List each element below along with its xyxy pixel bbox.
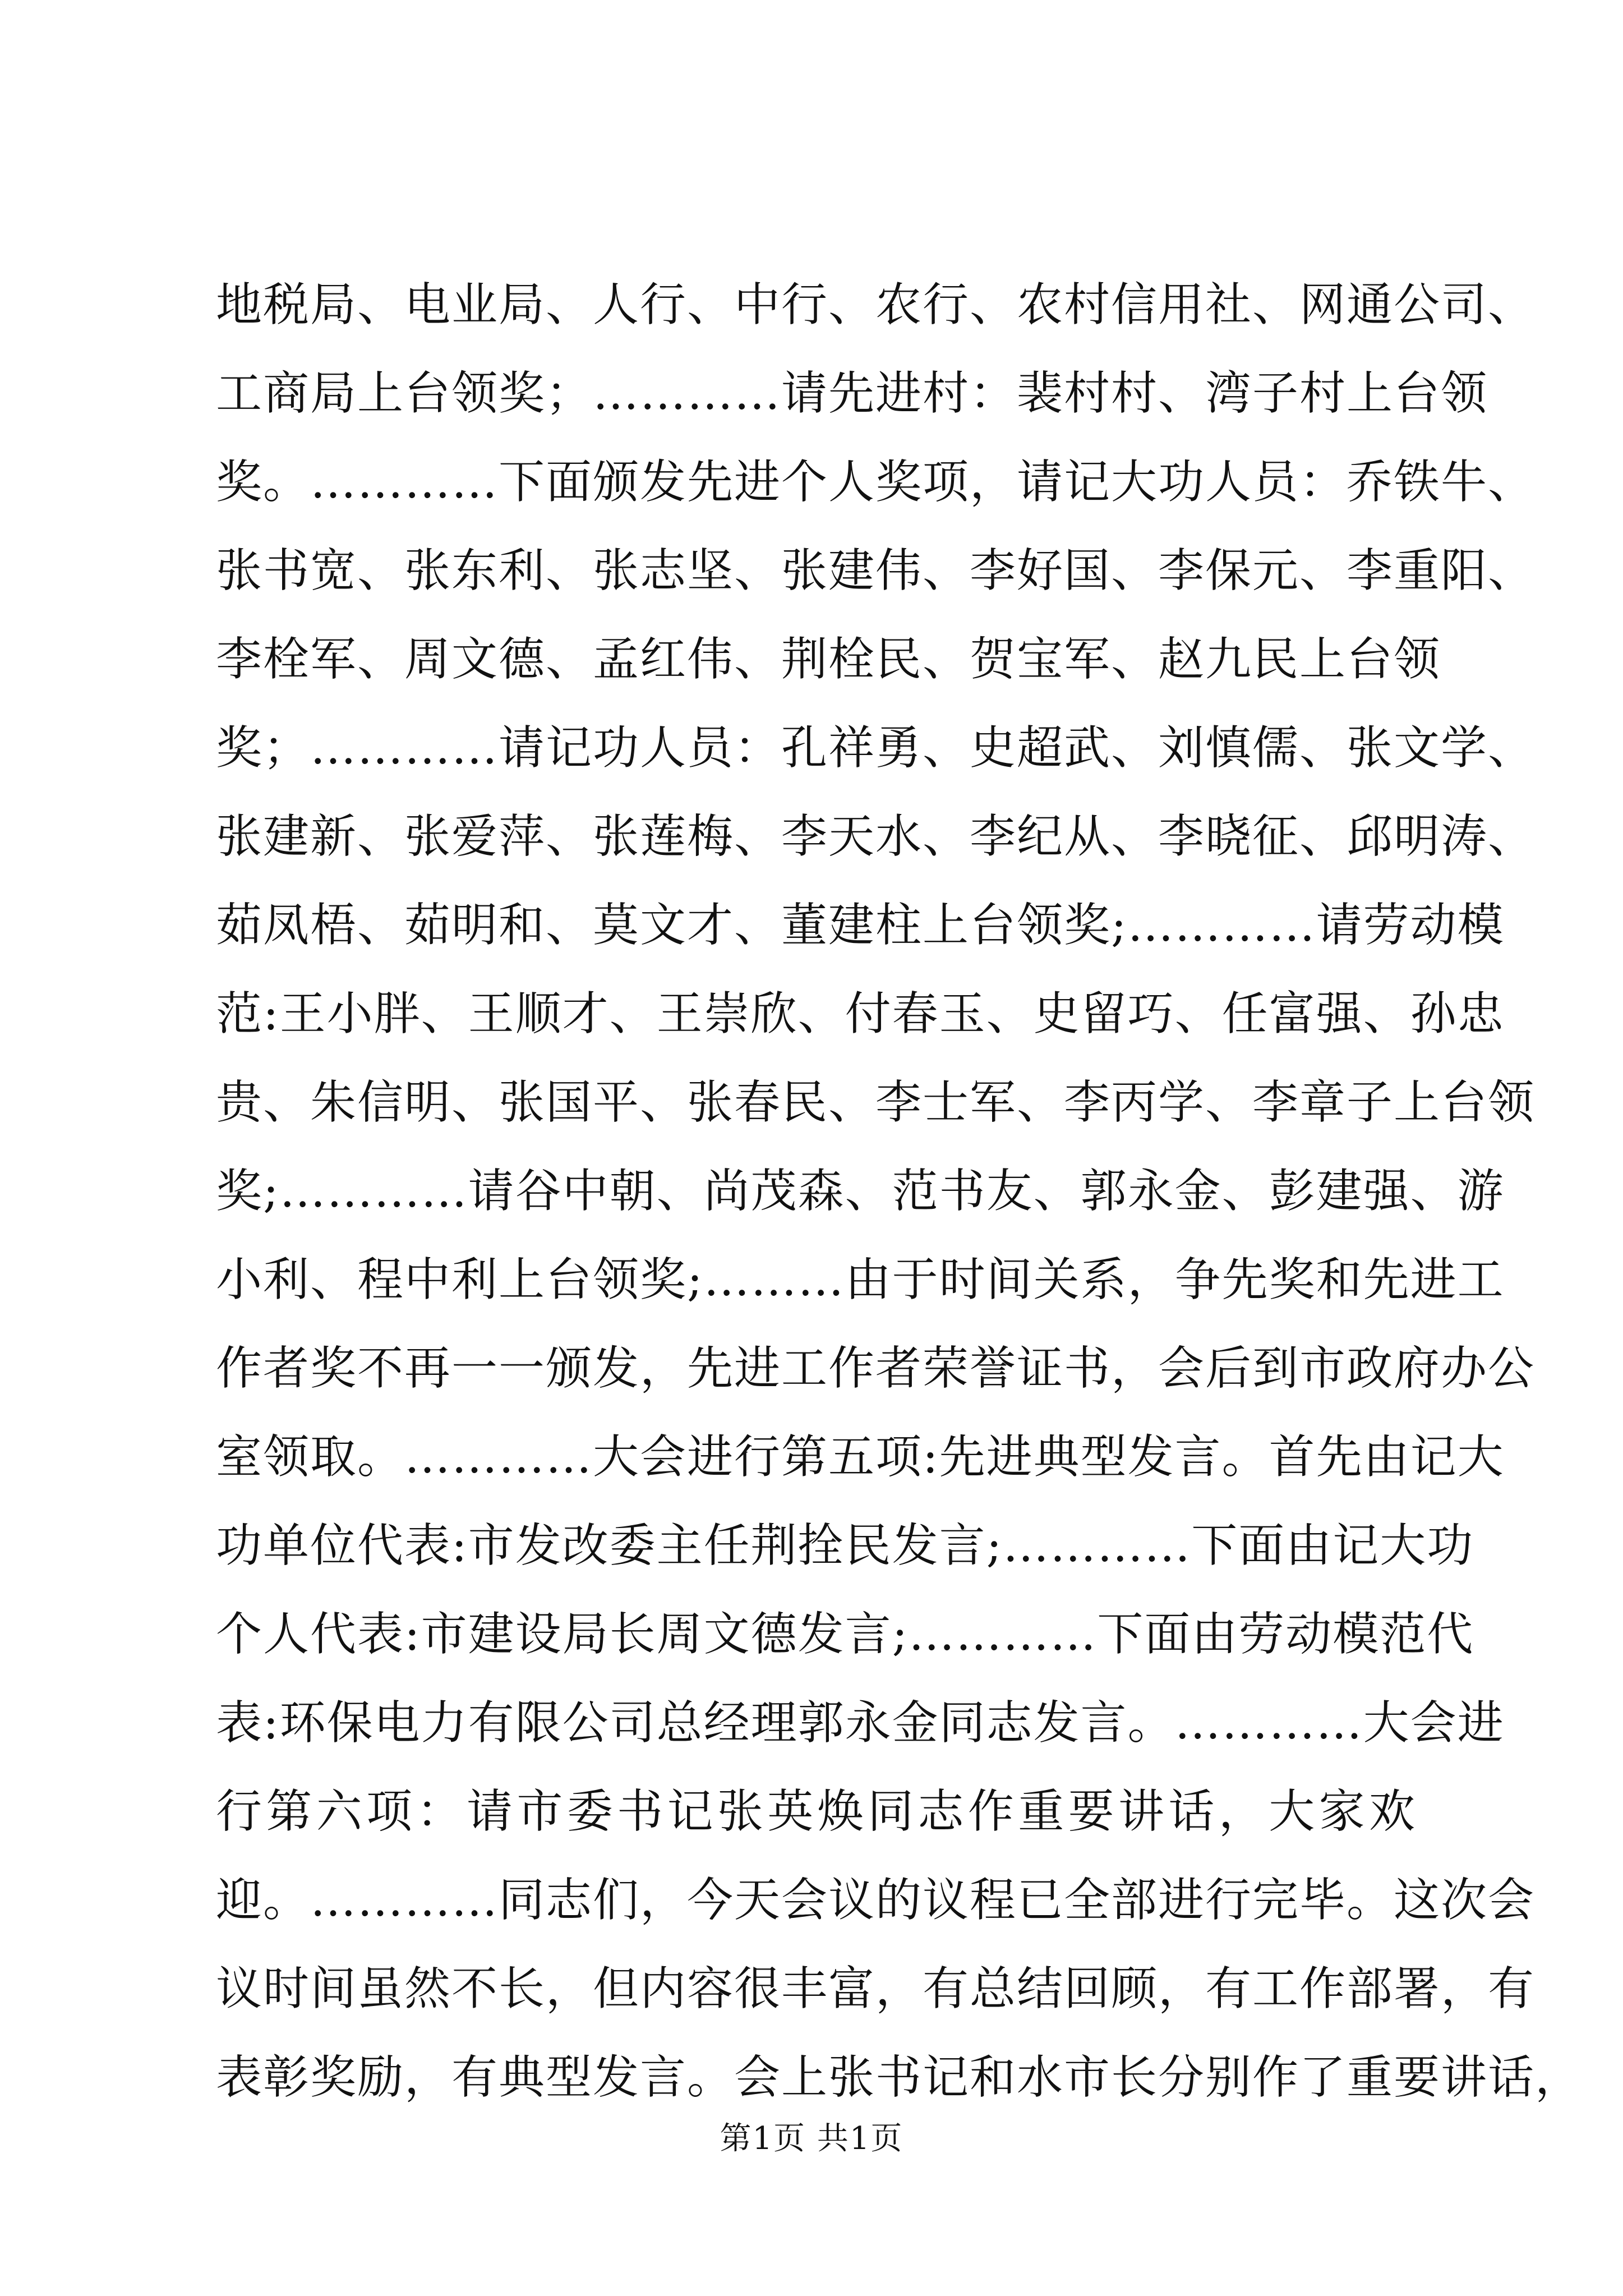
text-line: 迎。…………同志们，今天会议的议程已全部进行完毕。这次会 — [216, 1874, 1536, 1927]
page-number: 第1页 共1页 — [720, 2120, 903, 2157]
text-line: 室领取。…………大会进行第五项:先进典型发言。首先由记大 — [216, 1430, 1505, 1484]
text-line: 作者奖不再一一颁发，先进工作者荣誉证书，会后到市政府办公 — [216, 1342, 1536, 1395]
text-line: 议时间虽然不长，但内容很丰富，有总结回顾，有工作部署，有 — [216, 1962, 1536, 2016]
text-line: 小利、程中利上台领奖;………由于时间关系，争先奖和先进工 — [216, 1253, 1505, 1306]
text-line: 贵、朱信明、张国平、张春民、李士军、李丙学、李章子上台领 — [216, 1076, 1536, 1129]
text-line: 张书宽、张东利、张志坚、张建伟、李好国、李保元、李重阳、 — [216, 544, 1536, 597]
text-line: 行第六项：请市委书记张英焕同志作重要讲话，大家欢 — [216, 1785, 1416, 1838]
text-line: 奖;…………请谷中朝、尚茂森、范书友、郭永金、彭建强、游 — [216, 1165, 1505, 1218]
text-line: 工商局上台领奖；…………请先进村：裴村村、湾子村上台领 — [216, 367, 1488, 420]
text-line: 表彰奖励，有典型发言。会上张书记和水市长分别作了重要讲话， — [216, 2051, 1583, 2104]
document-body — [216, 261, 1583, 2122]
text-line: 个人代表:市建设局长周文德发言;…………下面由劳动模范代 — [216, 1608, 1474, 1661]
text-line: 地税局、电业局、人行、中行、农行、农村信用社、网通公司、 — [216, 278, 1536, 332]
text-line: 张建新、张爱萍、张莲梅、李天水、李纪从、李晓征、邱明涛、 — [216, 810, 1536, 863]
text-line: 功单位代表:市发改委主任荆拴民发言;…………下面由记大功 — [216, 1519, 1474, 1572]
text-line: 奖。…………下面颁发先进个人奖项，请记大功人员：乔铁牛、 — [216, 455, 1536, 509]
page-footer — [0, 2119, 1623, 2159]
text-line: 茹凤梧、茹明和、莫文才、董建柱上台领奖;…………请劳动模 — [216, 899, 1505, 952]
text-line: 范:王小胖、王顺才、王崇欣、付春玉、史留巧、任富强、孙忠 — [216, 987, 1505, 1041]
text-line: 李栓军、周文德、孟红伟、荆栓民、贺宝军、赵九民上台领 — [216, 633, 1441, 686]
text-line: 表:环保电力有限公司总经理郭永金同志发言。…………大会进 — [216, 1696, 1505, 1750]
text-line: 奖；…………请记功人员：孔祥勇、史超武、刘慎儒、张文学、 — [216, 721, 1536, 775]
